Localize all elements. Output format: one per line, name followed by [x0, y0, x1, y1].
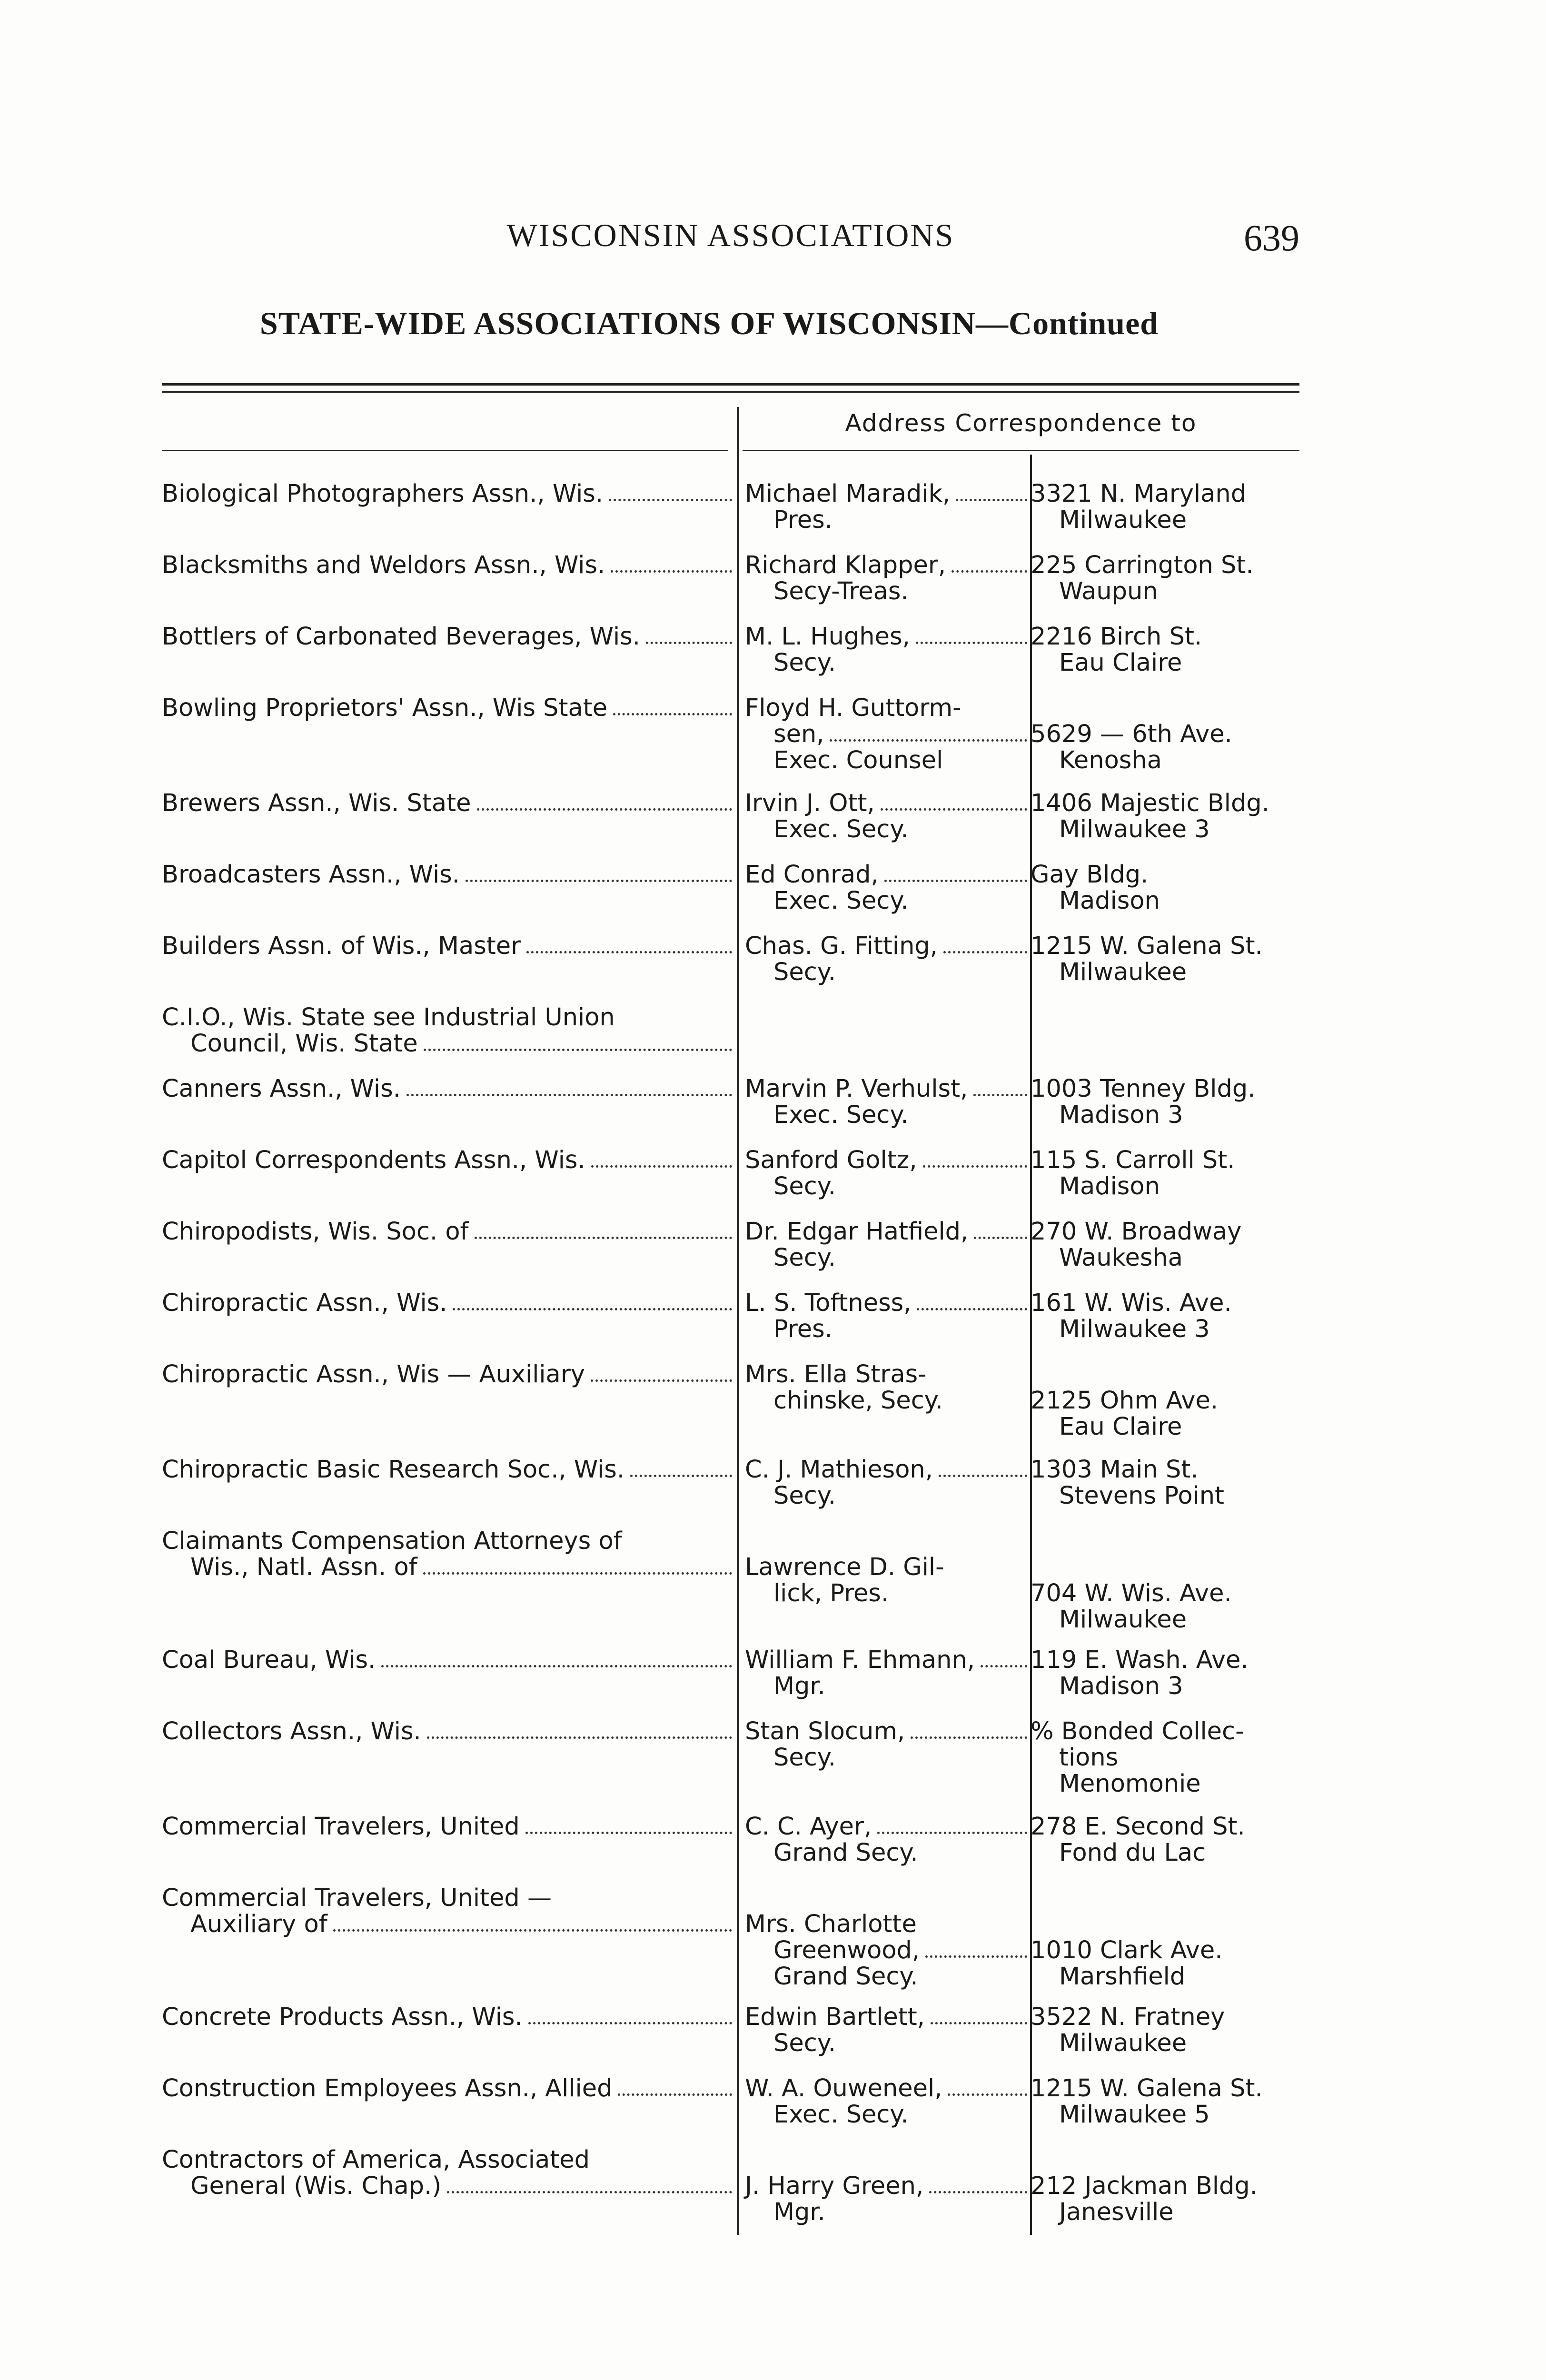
contact-address-line: 119 E. Wash. Ave. [1031, 1646, 1249, 1674]
contact-address-line: Milwaukee [1059, 958, 1187, 986]
blank-line [1031, 1911, 1316, 1937]
association-name-line [162, 1147, 733, 1173]
contact-person [745, 2075, 1028, 2128]
association-name-text: Wis., Natl. Assn. of [190, 1553, 417, 1581]
association-name-line [162, 1361, 733, 1388]
contact-person-line [745, 1147, 1028, 1173]
contact-person-text: Ed Conrad, [745, 861, 879, 889]
association-name [162, 695, 733, 721]
contact-address-line: Waukesha [1059, 1244, 1183, 1272]
contact-address [1031, 790, 1316, 843]
blank-line [1031, 1361, 1316, 1388]
contact-address-line: Waupun [1059, 577, 1158, 605]
contact-person-text: Marvin P. Verhulst, [745, 1075, 968, 1103]
contact-address-line: 161 W. Wis. Ave. [1031, 1289, 1232, 1317]
contact-address-line: Fond du Lac [1059, 1839, 1206, 1867]
contact-person [745, 481, 1028, 533]
contact-address-line: 1215 W. Galena St. [1031, 2074, 1263, 2102]
contact-address-line: Milwaukee 5 [1059, 2101, 1210, 2129]
association-name-text: Bottlers of Carbonated Beverages, Wis. [162, 623, 640, 651]
contact-address-line: 115 S. Carroll St. [1031, 1146, 1235, 1174]
contact-person-line: chinske, Secy. [773, 1387, 943, 1415]
association-name [162, 1647, 733, 1673]
association-name-text: Concrete Products Assn., Wis. [162, 2003, 523, 2031]
contact-person-line [745, 1647, 1028, 1673]
blank-line [1031, 695, 1316, 721]
contact-person-line: Mgr. [773, 2198, 825, 2226]
contact-person-line: Grand Secy. [773, 1839, 918, 1867]
contact-address-line: Eau Claire [1059, 649, 1182, 677]
contact-person-line: Lawrence D. Gil- [745, 1553, 944, 1581]
blank-line [1031, 1554, 1316, 1580]
contact-person-line [745, 1718, 1028, 1745]
association-name [162, 933, 733, 959]
contact-address-line: Milwaukee 3 [1059, 1315, 1210, 1343]
contact-person [745, 790, 1028, 843]
contact-person [745, 1718, 1028, 1771]
contact-address-line: Menomonie [1059, 1770, 1201, 1798]
association-name-text: Collectors Assn., Wis. [162, 1717, 421, 1745]
contact-person-text: Chas. G. Fitting, [745, 932, 938, 960]
contact-person-text: Greenwood, [773, 1936, 920, 1964]
contact-person-line [745, 2173, 1028, 2199]
running-title: WISCONSIN ASSOCIATIONS [506, 217, 955, 253]
contact-person-text: Dr. Edgar Hatfield, [745, 1218, 969, 1246]
association-name-line [162, 2173, 733, 2199]
contact-person-text: L. S. Toftness, [745, 1289, 912, 1317]
contact-person-text: Michael Maradik, [745, 480, 951, 508]
contact-person [745, 1885, 1028, 1990]
contact-person-line: Secy. [773, 1244, 836, 1272]
association-name-text: Coal Bureau, Wis. [162, 1646, 376, 1674]
contact-person-text: Richard Klapper, [745, 551, 946, 579]
association-name [162, 1219, 733, 1245]
contact-person [745, 862, 1028, 914]
contact-person [745, 1528, 1028, 1606]
contact-person-line: Pres. [773, 506, 832, 534]
contact-person-line: Secy-Treas. [773, 577, 909, 605]
contact-person-line [745, 1219, 1028, 1245]
contact-person-text: Edwin Bartlett, [745, 2003, 925, 2031]
association-name-line [162, 1647, 733, 1673]
contact-address-line: 1215 W. Galena St. [1031, 932, 1263, 960]
contact-person [745, 1361, 1028, 1414]
contact-person-line: Secy. [773, 2029, 836, 2057]
association-name-text: Commercial Travelers, United [162, 1813, 520, 1841]
contact-address [1031, 695, 1316, 774]
contact-person-line: Secy. [773, 1482, 836, 1510]
contact-address [1031, 1076, 1316, 1128]
association-name-text: Capitol Correspondents Assn., Wis. [162, 1146, 585, 1174]
contact-address [1031, 1361, 1316, 1440]
contact-address-line: 704 W. Wis. Ave. [1031, 1579, 1232, 1607]
blank-line [1031, 1885, 1316, 1911]
contact-address-line: Marshfield [1059, 1963, 1186, 1991]
association-name-line [162, 1718, 733, 1745]
contact-person [745, 1076, 1028, 1128]
association-name-line: Commercial Travelers, United — [162, 1884, 552, 1912]
contact-address [1031, 2004, 1316, 2056]
association-name [162, 1457, 733, 1483]
contact-person-line: Secy. [773, 649, 836, 677]
association-name-line [162, 552, 733, 578]
contact-person-line [745, 552, 1028, 578]
contact-address-line: 225 Carrington St. [1031, 551, 1254, 579]
association-name-text: Chiropractic Assn., Wis. [162, 1289, 447, 1317]
contact-address-line: 2216 Birch St. [1031, 623, 1202, 651]
association-name [162, 481, 733, 507]
association-name-line: C.I.O., Wis. State see Industrial Union [162, 1003, 615, 1031]
association-name [162, 1885, 733, 1937]
association-name [162, 1076, 733, 1102]
contact-person-text: Stan Slocum, [745, 1717, 905, 1745]
association-name-line [162, 1076, 733, 1102]
page-number: 639 [1244, 217, 1299, 258]
contact-address-line: % Bonded Collec- [1031, 1717, 1244, 1745]
contact-address-line: Madison [1059, 887, 1160, 915]
contact-person-line: Exec. Counsel [773, 746, 943, 774]
contact-address [1031, 1290, 1316, 1342]
contact-address [1031, 1528, 1316, 1633]
contact-address-line: Madison 3 [1059, 1672, 1183, 1700]
association-name-line [162, 624, 733, 650]
contact-address-line: Madison 3 [1059, 1101, 1183, 1129]
association-name-line [162, 1290, 733, 1316]
contact-address-line: 1406 Majestic Bldg. [1031, 789, 1269, 817]
association-name-text: Builders Assn. of Wis., Master [162, 932, 521, 960]
association-name-line [162, 2075, 733, 2102]
blank-line [1031, 2147, 1316, 2173]
association-name [162, 624, 733, 650]
contact-address-line: Madison [1059, 1172, 1160, 1200]
contact-person-line: Secy. [773, 1172, 836, 1200]
association-name [162, 1361, 733, 1388]
association-name-text: Canners Assn., Wis. [162, 1075, 401, 1103]
contact-address-line: Milwaukee [1059, 1606, 1187, 1634]
contact-person [745, 695, 1028, 774]
contact-person [745, 1814, 1028, 1866]
contact-address-line: Eau Claire [1059, 1413, 1182, 1441]
contact-address [1031, 1718, 1316, 1797]
contact-person-line: Secy. [773, 958, 836, 986]
contact-person-line: Exec. Secy. [773, 887, 909, 915]
contact-person [745, 1147, 1028, 1200]
association-name-text: Council, Wis. State [190, 1030, 418, 1058]
contact-address-line: 2125 Ohm Ave. [1031, 1387, 1219, 1415]
contact-address [1031, 481, 1316, 533]
contact-address-line: 1010 Clark Ave. [1031, 1936, 1223, 1964]
contact-person-text: J. Harry Green, [745, 2172, 924, 2200]
contact-person-line: lick, Pres. [773, 1579, 889, 1607]
contact-address [1031, 1457, 1316, 1509]
column-header-address: Address Correspondence to [845, 409, 1197, 437]
association-name-line: Contractors of America, Associated [162, 2146, 590, 2174]
association-name [162, 2147, 733, 2199]
contact-address [1031, 1647, 1316, 1699]
contact-person [745, 933, 1028, 985]
contact-address [1031, 624, 1316, 676]
contact-person-line [745, 933, 1028, 959]
contact-person-line [745, 1937, 1028, 1964]
association-name-line [162, 1457, 733, 1483]
contact-person-line: Mgr. [773, 1672, 825, 1700]
contact-person-text: W. A. Ouweneel, [745, 2074, 942, 2102]
association-name-text: Chiropodists, Wis. Soc. of [162, 1218, 469, 1246]
contact-address-line: 1003 Tenney Bldg. [1031, 1075, 1256, 1103]
contact-person-line: Mrs. Ella Stras- [745, 1360, 927, 1388]
association-name [162, 1814, 733, 1840]
contact-person [745, 1457, 1028, 1509]
contact-person-line [745, 721, 1028, 747]
association-name-line [162, 695, 733, 721]
association-name-line [162, 790, 733, 816]
association-name [162, 1147, 733, 1173]
contact-person-line: Secy. [773, 1744, 836, 1772]
association-name [162, 1528, 733, 1580]
contact-person-text: C. J. Mathieson, [745, 1456, 933, 1484]
association-name-line [162, 1911, 733, 1937]
association-name-text: Chiropractic Assn., Wis — Auxiliary [162, 1360, 585, 1388]
contact-person-line [745, 624, 1028, 650]
contact-person-line: Grand Secy. [773, 1963, 918, 1991]
contact-person-text: C. C. Ayer, [745, 1813, 872, 1841]
association-name-line [162, 481, 733, 507]
association-name-text: Bowling Proprietors' Assn., Wis State [162, 694, 608, 722]
contact-person-line [745, 1814, 1028, 1840]
contact-person-line: Mrs. Charlotte [745, 1910, 917, 1938]
contact-address-line: 3321 N. Maryland [1031, 480, 1247, 508]
contact-address-line: tions [1059, 1744, 1119, 1772]
contact-address-line: 212 Jackman Bldg. [1031, 2172, 1258, 2200]
contact-person-line [745, 1076, 1028, 1102]
contact-person [745, 552, 1028, 605]
contact-person [745, 1647, 1028, 1699]
association-name-text: Chiropractic Basic Research Soc., Wis. [162, 1456, 625, 1484]
contact-address [1031, 933, 1316, 985]
contact-address-line: 3522 N. Fratney [1031, 2003, 1225, 2031]
contact-person-line [745, 2004, 1028, 2030]
contact-person-line: Exec. Secy. [773, 815, 909, 843]
contact-address-line: Milwaukee [1059, 2029, 1187, 2057]
contact-person-text: sen, [773, 720, 824, 748]
association-name [162, 2004, 733, 2030]
contact-address-line: 270 W. Broadway [1031, 1218, 1242, 1246]
association-name-line [162, 1219, 733, 1245]
association-name-line [162, 1031, 733, 1057]
association-name-line [162, 1814, 733, 1840]
association-name [162, 1290, 733, 1316]
association-name-text: Biological Photographers Assn., Wis. [162, 480, 604, 508]
association-name [162, 1004, 733, 1057]
contact-person-text: William F. Ehmann, [745, 1646, 975, 1674]
association-name-line [162, 2004, 733, 2030]
contact-address-line: Milwaukee [1059, 506, 1187, 534]
association-name-text: Construction Employees Assn., Allied [162, 2074, 613, 2102]
contact-address [1031, 2075, 1316, 2128]
contact-person-line [745, 862, 1028, 888]
blank-line [745, 1885, 1028, 1911]
blank-line [745, 1528, 1028, 1554]
association-name-text: Broadcasters Assn., Wis. [162, 861, 460, 889]
contact-address-line: Kenosha [1059, 746, 1162, 774]
contact-address-line: Milwaukee 3 [1059, 815, 1210, 843]
contact-person [745, 2147, 1028, 2225]
contact-address [1031, 1814, 1316, 1866]
contact-address-line: Stevens Point [1059, 1482, 1225, 1510]
contact-person [745, 2004, 1028, 2056]
contact-person-line [745, 2075, 1028, 2102]
association-name-line [162, 1554, 733, 1580]
association-name [162, 1718, 733, 1745]
contact-person [745, 1219, 1028, 1271]
contact-person-text: M. L. Hughes, [745, 623, 910, 651]
contact-address-line: Janesville [1059, 2198, 1174, 2226]
association-name-text: Blacksmiths and Weldors Assn., Wis. [162, 551, 605, 579]
contact-person-line [745, 481, 1028, 507]
association-name-line [162, 933, 733, 959]
contact-person-line: Floyd H. Guttorm- [745, 694, 961, 722]
contact-address-line: 278 E. Second St. [1031, 1813, 1245, 1841]
contact-address-line: Gay Bldg. [1031, 861, 1149, 889]
blank-line [745, 2147, 1028, 2173]
association-name-text: General (Wis. Chap.) [190, 2172, 442, 2200]
contact-person-line: Pres. [773, 1315, 832, 1343]
contact-person-line: Exec. Secy. [773, 2101, 909, 2129]
association-name [162, 862, 733, 888]
contact-address [1031, 2147, 1316, 2225]
association-name-text: Auxiliary of [190, 1910, 327, 1938]
association-name [162, 790, 733, 816]
contact-person [745, 1290, 1028, 1342]
contact-address [1031, 1147, 1316, 1200]
contact-address [1031, 552, 1316, 605]
blank-line [1031, 1528, 1316, 1554]
contact-address [1031, 862, 1316, 914]
association-name [162, 2075, 733, 2102]
contact-person-line: Exec. Secy. [773, 1101, 909, 1129]
contact-address-line: 1303 Main St. [1031, 1456, 1199, 1484]
section-title: STATE-WIDE ASSOCIATIONS OF WISCONSIN—Continued [259, 305, 1159, 341]
association-name-text: Brewers Assn., Wis. State [162, 789, 471, 817]
contact-person-line [745, 790, 1028, 816]
contact-person-text: Sanford Goltz, [745, 1146, 917, 1174]
contact-address [1031, 1885, 1316, 1990]
association-name-line [162, 862, 733, 888]
contact-address [1031, 1219, 1316, 1271]
contact-person-line [745, 1457, 1028, 1483]
contact-address-line: 5629 — 6th Ave. [1031, 720, 1232, 748]
association-name [162, 552, 733, 578]
contact-person-text: Irvin J. Ott, [745, 789, 875, 817]
contact-person-line [745, 1290, 1028, 1316]
contact-person [745, 624, 1028, 676]
association-name-line: Claimants Compensation Attorneys of [162, 1527, 622, 1555]
